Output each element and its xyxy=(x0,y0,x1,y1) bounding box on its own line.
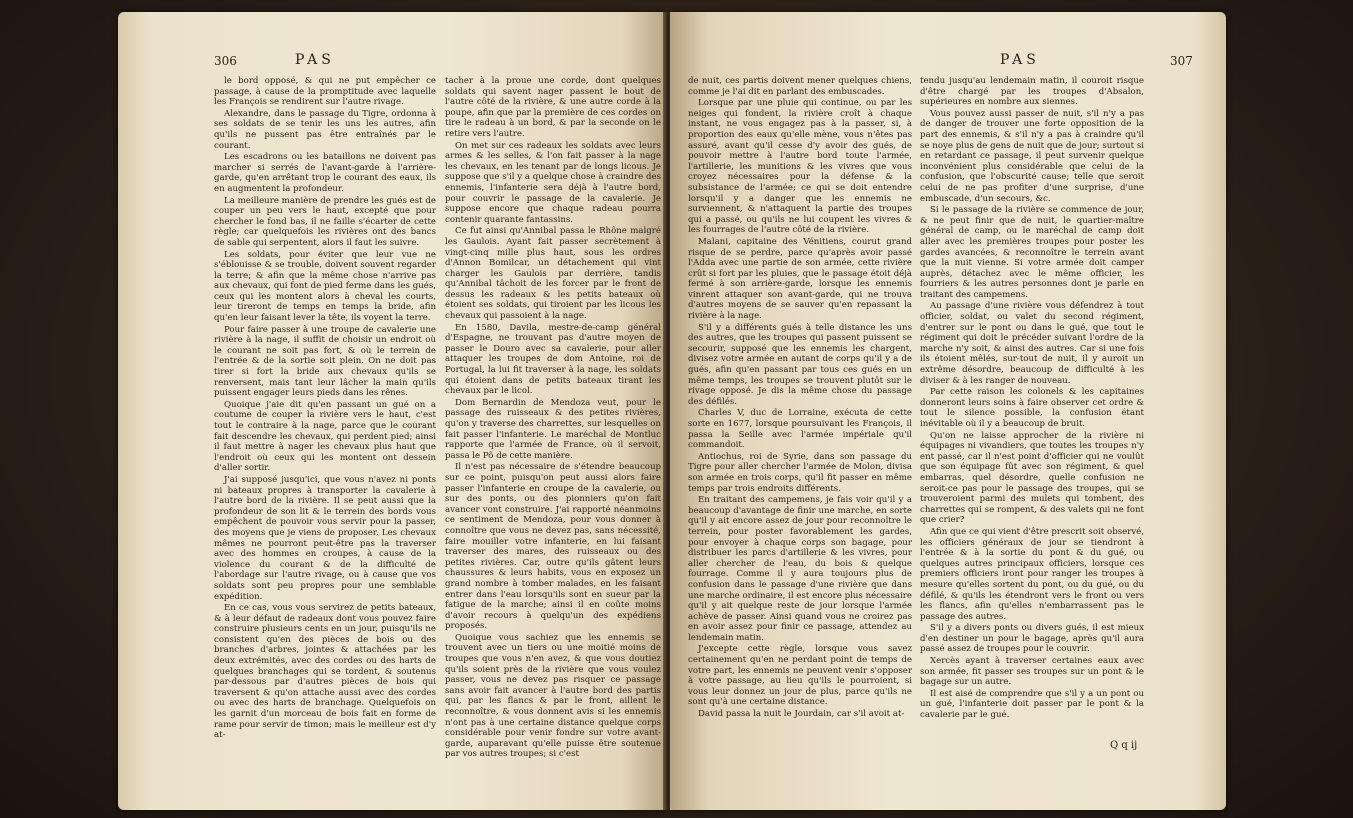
paragraph: de nuit, ces partis doivent mener quelques chiens, comme je l'ai dit en parlant des embuscades. xyxy=(688,76,912,97)
paragraph: S'il y a divers ponts ou divers gués, il est mieux d'en destiner un pour le bagage, après qu'il aura passé assez de troupes pour le couvrir. xyxy=(920,623,1144,655)
paragraph: En traitant des campemens, je fais voir qu'il y a beaucoup d'avantage de finir une marche, en sorte qu'il y ait encore assez de jour pour reconnoître le terrein, pour poster favorablement les gardes, pour envoyer à chaque corps son bagage, pour distribuer les parcs d'artillerie & les vivres, pour aller chercher de l'eau, du bois & quelque fourrage. Comme il y aura toujours plus de confusion dans le passage d'une rivière que dans une marche ordinaire, il est encore plus nécessaire qu'il y ait quelque reste de jour lorsque l'armée achève de passer. Ainsi quand vous ne croirez pas en avoir assez pour finir ce passage, attendez au lendemain matin. xyxy=(688,495,912,643)
paragraph: Qu'on ne laisse approcher de la rivière ni équipages ni vivandiers, que toutes les troupes n'y ent passé, car il n'est point d'officier qui ne voulût que son équipage fût avec son régiment, & quel embarras, quel désordre, quelle confusion ne seroit-ce pas pour le passage des troupes, qui se trouveroient parmi des mulets qui tombent, des charrettes qui se rompent, & des valets qui ne font que crier? xyxy=(920,430,1144,526)
paragraph: Charles V, duc de Lorraine, exécuta de cette sorte en 1677, lorsque poursuivant les François, il passa la Seille avec l'armée impériale qu'il commandoit. xyxy=(688,408,912,451)
right-page-header xyxy=(670,52,1226,74)
paragraph: S'il y a différents gués à telle distance les uns des autres, que les troupes qui passent puissent se secourir, supposé que les ennemis les chargent, divisez votre armée en autant de corps qu'il y a de gués, afin qu'en passant par tous ces gués en un même temps, les troupes se trouvent plutôt sur le rivage opposé. Je dis la même chose du passage des défilés. xyxy=(688,322,912,407)
paragraph: Dom Bernardin de Mendoza veut, pour le passage des ruisseaux & des petites rivières, qu'on y traverse des charrettes, sur lesquelles on fait passer l'infanterie. Le maréchal de Montluc rapporte que l'armée de France, où il servoit, passa le Pô de cette manière. xyxy=(445,397,661,461)
paragraph: Alexandre, dans le passage du Tigre, ordonna à ses soldats de se tenir les uns les autres, afin qu'ils ne pussent pas être entraînés par le courant. xyxy=(214,108,436,151)
paragraph: Si le passage de la rivière se commence de jour, & ne peut finir que de nuit, le quartier-maître général de camp, ou le maréchal de camp doit aller avec les premières troupes pour poster les gardes avancées, & reconnoître le terrein avant que la nuit vienne. Si votre armée doit camper auprès, détachez avec le même officier, les fourriers & les autres personnes dont je parle en traitant des campemens. xyxy=(920,205,1144,300)
open-book xyxy=(118,12,1226,810)
paragraph: Vous pouvez aussi passer de nuit, s'il n'y a pas de danger de trouver une forte opposition de la part des ennemis, & s'il n'y a pas à craindre qu'il se noye plus de gens de nuit que de jour; surtout si en retardant ce passage, il peut survenir quelque inconvénient plus considérable que celui de la confusion, que l'obscurité cause; telle que seroit celui de ne pas profiter d'une surprise, d'une embuscade, d'un secours, &c. xyxy=(920,108,1144,204)
paragraph: le bord opposé, & qui ne put empêcher ce passage, à cause de la promptitude avec laquelle les François se rendirent sur l'autre rivage. xyxy=(214,76,436,108)
paragraph: En 1580, Davila, mestre-de-camp général d'Espagne, ne trouvant pas d'autre moyen de passer le Douro avec sa cavalerie, pour aller attaquer les troupes de dom Antoine, roi de Portugal, la lui fit traverser à la nage, les soldats qui étoient dans de petits bateaux tirant les chevaux par le licol. xyxy=(445,322,661,397)
paragraph: tendu jusqu'au lendemain matin, il couroit risque d'être chargé par les troupes d'Absalon, supérieures en nombre aux siennes. xyxy=(920,76,1144,108)
right-page xyxy=(670,12,1226,810)
right-page-column-2 xyxy=(920,76,1144,736)
paragraph: Il est aisé de comprendre que s'il y a un pont ou un gué, l'infanterie doit passer par le pont & la cavalerie par le gué. xyxy=(920,688,1144,721)
paragraph: Malani, capitaine des Vénitiens, courut grand risque de se perdre, parce qu'après avoir passé l'Adda avec une partie de son armée, cette rivière crût si fort par les pluies, que le passage étoit déjà fermé à son arrière-garde, lorsque les ennemis vinrent attaquer son avant-garde, qui ne trouva d'autres moyens de se sauver qu'en repassant la rivière à la nage. xyxy=(688,236,912,322)
signature-mark: Q q ij xyxy=(1110,740,1138,751)
paragraph: Il n'est pas nécessaire de s'étendre beaucoup sur ce point, puisqu'on peut aussi alors faire passer l'infanterie en croupe de la cavalerie, ou sur des ponts, ou des pionniers qu'on fait avancer vont construire. J'ai rapporté néanmoins ce sentiment de Mendoza, pour vous donner à connoître que vous ne devez pas, sans nécessité, faire mouiller votre infanterie, en lui faisant traverser des mares, des ruisseaux ou des petites rivières. Car, outre qu'ils gâtent leurs chaussures & leurs habits, vous en exposez un grand nombre à tomber malades, en les faisant entrer dans l'eau lorsqu'ils sont en sueur par la fatigue de la marche; ainsi il en coûte moins d'avoir recours à quelqu'un des expédiens proposés. xyxy=(445,462,661,632)
left-page-column-2 xyxy=(445,76,661,776)
paragraph: La meilleure manière de prendre les gués est de couper un peu vers le haut, excepté que pour chercher le fond bas, il ne faille s'écarter de cette règle; car quelquefois les rivières ont des bancs de sable qui serpentent, alors il faut les suivre. xyxy=(214,195,436,248)
paragraph: Lorsque par une pluie qui continue, ou par les neiges qui fondent, la rivière croît à chaque instant, ne vous engagez pas à la passer, si, à proportion des eaux qu'elle mène, vous n'êtes pas assuré, avant qu'il cesse d'y avoir des gués, de pouvoir mettre à l'autre bord toute l'armée, l'artillerie, les munitions & les vivres que vous croyez nécessaires pour la défense & la subsistance de l'armée; ce qui se doit entendre lorsqu'il y a danger que les ennemis ne surviennent, & n'attaquent la partie des troupes qui a passé, ou qu'ils ne lui coupent les vivres & les fourrages de l'autre côté de la rivière. xyxy=(688,98,912,236)
paragraph: Les escadrons ou les bataillons ne doivent pas marcher si serrés de l'avant-garde à l'arrière-garde, qu'en arrêtant trop le courant des eaux, ils en augmentent la profondeur. xyxy=(214,152,436,194)
right-running-title: PAS xyxy=(1000,52,1040,68)
left-page xyxy=(118,12,666,810)
paragraph: Quoique j'aie dit qu'en passant un gué on a coutume de couper la rivière vers le haut, c'est tout le contraire à la nage, parce que le courant fait descendre les chevaux, qui perdent pied; ainsi il faut mettre à nager les chevaux plus haut que l'endroit où ceux qui les montent ont dessein d'aller sortir. xyxy=(214,399,436,474)
right-page-number: 307 xyxy=(1170,54,1193,68)
left-page-header xyxy=(118,52,666,74)
paragraph: Les soldats, pour éviter que leur vue ne s'éblouisse & se trouble, doivent souvent regarder la terre; & afin que la même chose n'arrive pas aux chevaux, qui font de pied ferme dans les gués, ceux qui les montent alors à cheval les courts, leur tireront de temps en temps la bride, afin qu'en leur faisant lever la tête, ils voyent la terre. xyxy=(214,249,436,324)
paragraph: tacher à la proue une corde, dont quelques soldats qui savent nager passent le bout de l'autre côté de la rivière, & une autre corde à la poupe, afin que par la première de ces cordes on tire le radeau à un bord, & par la seconde on le retire vers l'autre. xyxy=(445,76,661,139)
paragraph: Afin que ce qui vient d'être prescrit soit observé, les officiers généraux de jour se tiendront à l'entrée & à la sortie du pont & du gué, ou quelques autres principaux officiers, lorsque ces premiers officiers iront pour ranger les troupes à mesure qu'elles sortent du pont, ou du gué, ou du défilé, & qu'ils les étendront vers le front ou vers les flancs, afin qu'elles n'embarrassent pas le passage des autres. xyxy=(920,526,1144,622)
paragraph: J'ai supposé jusqu'ici, que vous n'avez ni ponts ni bateaux propres à transporter la cavalerie à l'autre bord de la rivière. Il se peut aussi que la profondeur de son lit & le terrein des bords vous empêchent de pouvoir vous servir pour la passer, des moyens que je viens de proposer. Les chevaux mêmes ne pourront peut-être pas la traverser avec des hommes en croupes, à cause de la violence du courant & de la difficulté de l'abordage sur l'autre rivage, ou à cause que vos soldats sont peu propres pour une semblable expédition. xyxy=(214,474,436,602)
paragraph: J'excepte cette règle, lorsque vous savez certainement qu'en ne perdant point de temps de votre part, les ennemis ne peuvent venir s'opposer à votre passage, au lieu qu'ils le pourroient, si vous leur donnez un jour de plus, parce qu'ils ne sont qu'à une certaine distance. xyxy=(688,644,912,708)
paragraph: Pour faire passer à une troupe de cavalerie une rivière à la nage, il suffit de choisir un endroit où le courant ne soit pas fort, & où le terrein de l'entrée & de la sortie soit plein. On ne doit pas tirer si fort la bride aux chevaux qu'ils se renversent, mais tant leur lâcher la main qu'ils puissent engager leurs pieds dans les rênes. xyxy=(214,324,436,399)
left-page-column-1 xyxy=(214,76,436,776)
left-page-number: 306 xyxy=(214,54,237,68)
right-page-column-1 xyxy=(688,76,912,776)
paragraph: David passa la nuit le Jourdain, car s'il avoit at- xyxy=(698,709,905,720)
paragraph: Quoique vous sachiez que les ennemis se trouvent avec un tiers ou une moitié moins de troupes que vous n'en avez, & que vous doutiez qu'ils soient près de la rivière que vous voulez passer, vous ne devez pas risquer ce passage sans avoir fait avancer à l'autre bord des partis qui, par les flancs & par le front, aillent le reconnoître, & vous donnent avis si les ennemis n'ont pas à une certaine distance quelque corps considérable pour venir fondre sur votre avant-garde, auparavant qu'elle puisse être soutenue par vos autres troupes; si c'est xyxy=(445,632,661,760)
paragraph: Par cette raison les colonels & les capitaines donneront leurs soins à faire observer cet ordre & tout le silence possible, la confusion étant inévitable où il y a beaucoup de bruit. xyxy=(920,387,1144,429)
paragraph: Au passage d'une rivière vous défendrez à tout officier, soldat, ou valet du second régiment, d'entrer sur le pont ou dans le gué, que tout le régiment qui doit le précéder suivant l'ordre de la marche n'y soit, & ainsi des autres. Car si une fois ils étoient mêlés, sur-tout de nuit, il y auroit un extrême désordre, beaucoup de difficulté à les diviser & à les ranger de nouveau. xyxy=(920,301,1144,386)
paragraph: Antiochus, roi de Syrie, dans son passage du Tigre pour aller chercher l'armée de Molon, divisa son armée en trois corps, qu'il fit passer en même temps par trois endroits différents. xyxy=(688,451,912,494)
paragraph: En ce cas, vous vous servirez de petits bateaux, & à leur défaut de radeaux dont vous pouvez faire construire plusieurs cents en un jour, puisqu'ils ne consistent qu'en des pièces de bois ou des branches d'arbres, jointes & attachées par les deux extrémités, avec des cordes ou des harts de quelques branchages qui se tordent, & soutenus par-dessous par d'autres pièces de bois qui traversent & qu'on attache aussi avec des cordes ou avec des harts de branchage. Quelquefois on les garnit d'un morceau de bois fait en forme de rame pour servir de timon; mais le meilleur est d'y at- xyxy=(214,603,436,741)
left-running-title: PAS xyxy=(295,52,335,68)
paragraph: Xercès ayant à traverser certaines eaux avec son armée, fit passer ses troupes sur un pont & le bagage sur un autre. xyxy=(920,656,1144,688)
paragraph: Ce fut ainsi qu'Annibal passa le Rhône malgré les Gaulois. Ayant fait passer secrètement à vingt-cinq mille plus haut, sous les ordres d'Annon Bomilcar, un détachement qui vint charger les Gaulois par derrière, tandis qu'Annibal tâchoit de les forcer par le front de dessus les radeaux & les petits bateaux où étoient ses soldats, qui tiroient par les licous les chevaux qui passoient à la nage. xyxy=(445,226,661,322)
paragraph: On met sur ces radeaux les soldats avec leurs armes & les selles, & l'on fait passer à la nage les chevaux, en les tenant par de longs licous. Je suppose que s'il y a quelque chose à craindre des ennemis, l'infanterie sera déjà à l'autre bord, pour couvrir le passage de la cavalerie. Je suppose encore que chaque radeau pourra contenir quarante fantassins. xyxy=(445,140,661,225)
